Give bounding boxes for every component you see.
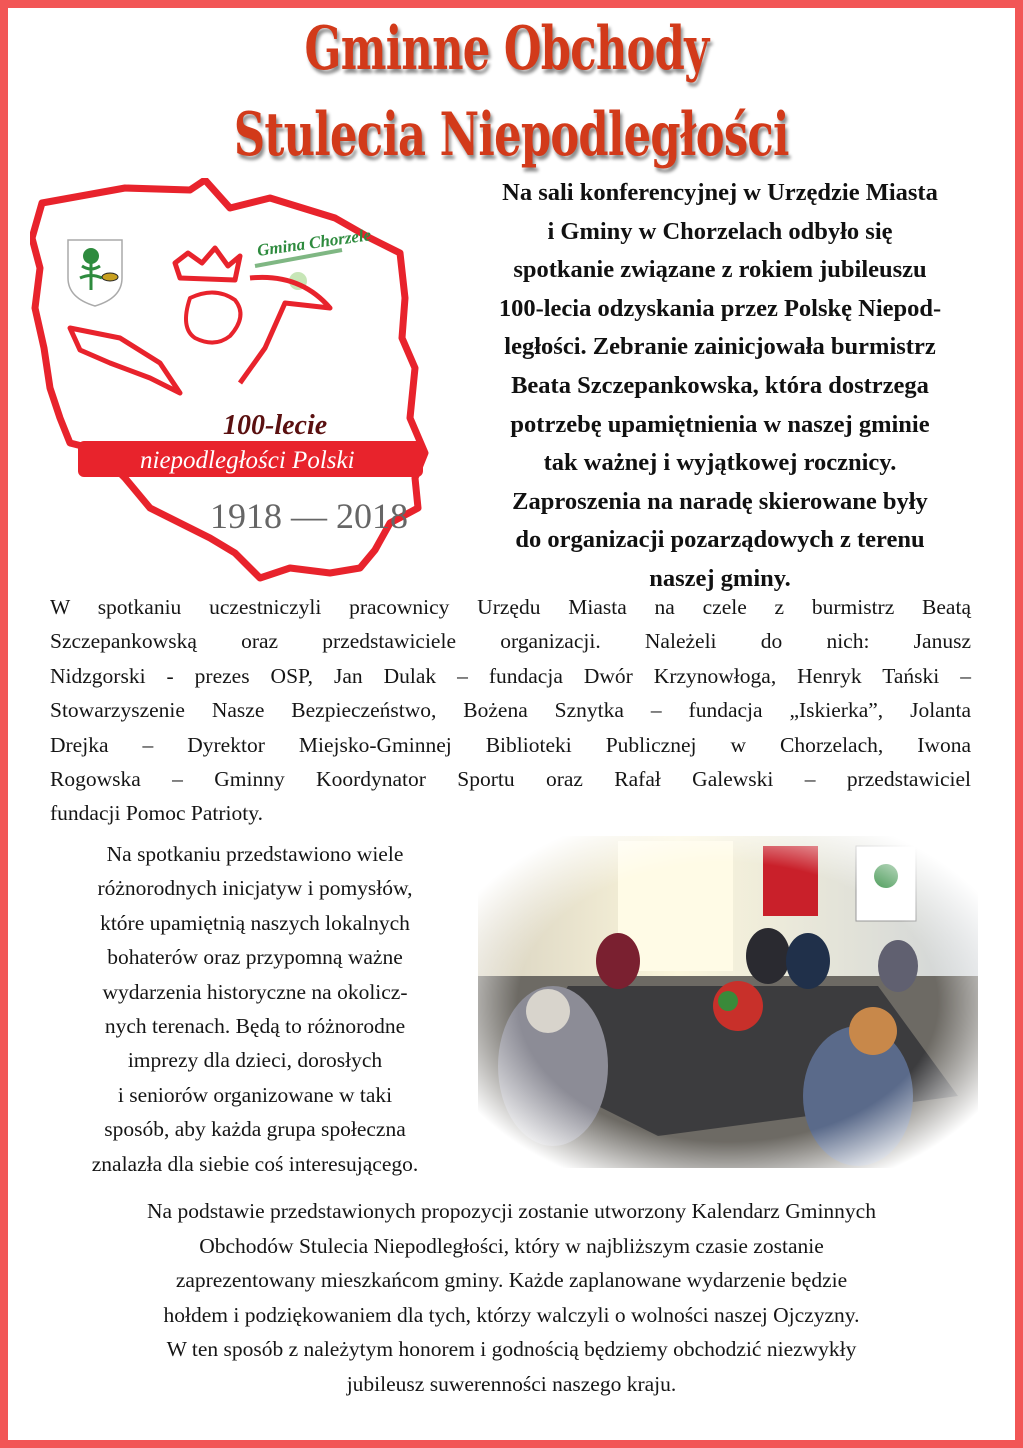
text-line: Nidzgorski - prezes OSP, Jan Dulak – fundacja Dwór Krzynowłoga, Henryk Tański – <box>50 663 971 688</box>
text-line: jubileusz suwerenności naszego kraju. <box>346 1371 677 1396</box>
text-line: W ten sposób z należytym honorem i godnością będziemy obchodzić niezwykły <box>166 1337 857 1361</box>
banner-text: niepodległości Polski <box>140 447 355 474</box>
anniversary-text: 100-lecie <box>223 410 328 441</box>
text-line: zaprezentowany mieszkańcom gminy. Każde zaplanowane wydarzenie będzie <box>175 1268 848 1292</box>
text-line: naszej gminy. <box>649 564 791 592</box>
ideas-paragraph <box>40 837 470 1181</box>
participants-paragraph <box>50 590 971 831</box>
title-line2-text: Stulecia Niepodległości <box>234 100 789 170</box>
text-line: Na spotkaniu przedstawiono wiele <box>106 842 404 866</box>
text-line: Drejka – Dyrektor Miejsko-Gminnej Biblioteki Publicznej w Chorzelach, Iwona <box>50 732 971 757</box>
intro-paragraph <box>440 174 1000 599</box>
text-line: sposób, aby każda grupa społeczna <box>104 1117 406 1142</box>
text-line: Beata Szczepankowska, która dostrzega <box>511 371 929 399</box>
text-line: wydarzenia historyczne na okolicz- <box>102 979 408 1004</box>
text-line: Rogowska – Gminny Koordynator Sportu oraz Rafał Galewski – przedstawiciel <box>50 767 971 792</box>
text-line: znalazła dla siebie coś interesującego. <box>91 1151 419 1176</box>
coat-of-arms-icon <box>68 240 122 306</box>
text-line: tak ważnej i wyjątkowej rocznicy. <box>543 449 897 477</box>
page-title-line2 <box>0 100 1023 170</box>
text-line: Obchodów Stulecia Niepodległości, który w najbliższym czasie zostanie <box>199 1233 824 1258</box>
text-line: do organizacji pozarządowych z terenu <box>515 526 925 554</box>
text-line: Stowarzyszenie Nasze Bezpieczeństwo, Bożena Sznytka – fundacja „Iskierka”, Jolanta <box>50 698 971 723</box>
municipality-text: Gmina Chorzele <box>255 225 373 260</box>
text-line: różnorodnych inicjatyw i pomysłów, <box>97 876 413 901</box>
text-line: Na sali konferencyjnej w Urzędzie Miasta <box>502 179 938 206</box>
anniversary-logo <box>30 178 440 590</box>
text-line: ległości. Zebranie zainicjowała burmistrz <box>504 333 936 361</box>
closing-paragraph <box>30 1194 993 1401</box>
text-line: W spotkaniu uczestniczyli pracownicy Urzędu Miasta na czele z burmistrz Beatą <box>50 595 971 619</box>
text-line: Szczepankowską oraz przedstawiciele organizacji. Należeli do nich: Janusz <box>50 629 971 654</box>
text-line: 100-lecia odzyskania przez Polskę Niepod- <box>498 294 942 322</box>
years-text: 1918 — 2018 <box>210 496 408 536</box>
text-line: nych terenach. Będą to różnorodne <box>104 1014 406 1039</box>
text-line: które upamiętnią naszych lokalnych <box>100 910 410 935</box>
text-line: hołdem i podziękowaniem dla tych, którzy walczyli o wolności naszej Ojczyzny. <box>163 1302 860 1327</box>
text-line: Zaproszenia na naradę skierowane były <box>512 487 928 515</box>
text-line: spotkanie związane z rokiem jubileuszu <box>513 256 927 284</box>
text-line: fundacji Pomoc Patrioty. <box>50 801 263 826</box>
text-line: i Gminy w Chorzelach odbyło się <box>547 217 893 245</box>
title-line1-text: Gminne Obchody <box>304 14 709 84</box>
meeting-photo <box>478 836 978 1168</box>
page-title-line1 <box>0 14 1023 84</box>
text-line: i seniorów organizowane w taki <box>117 1082 393 1107</box>
text-line: Na podstawie przedstawionych propozycji zostanie utworzony Kalendarz Gminnych <box>147 1199 876 1223</box>
text-line: potrzebę upamiętnienia w naszej gminie <box>510 410 930 438</box>
text-line: bohaterów oraz przypomną ważne <box>107 945 403 970</box>
text-line: imprezy dla dzieci, dorosłych <box>127 1048 383 1073</box>
